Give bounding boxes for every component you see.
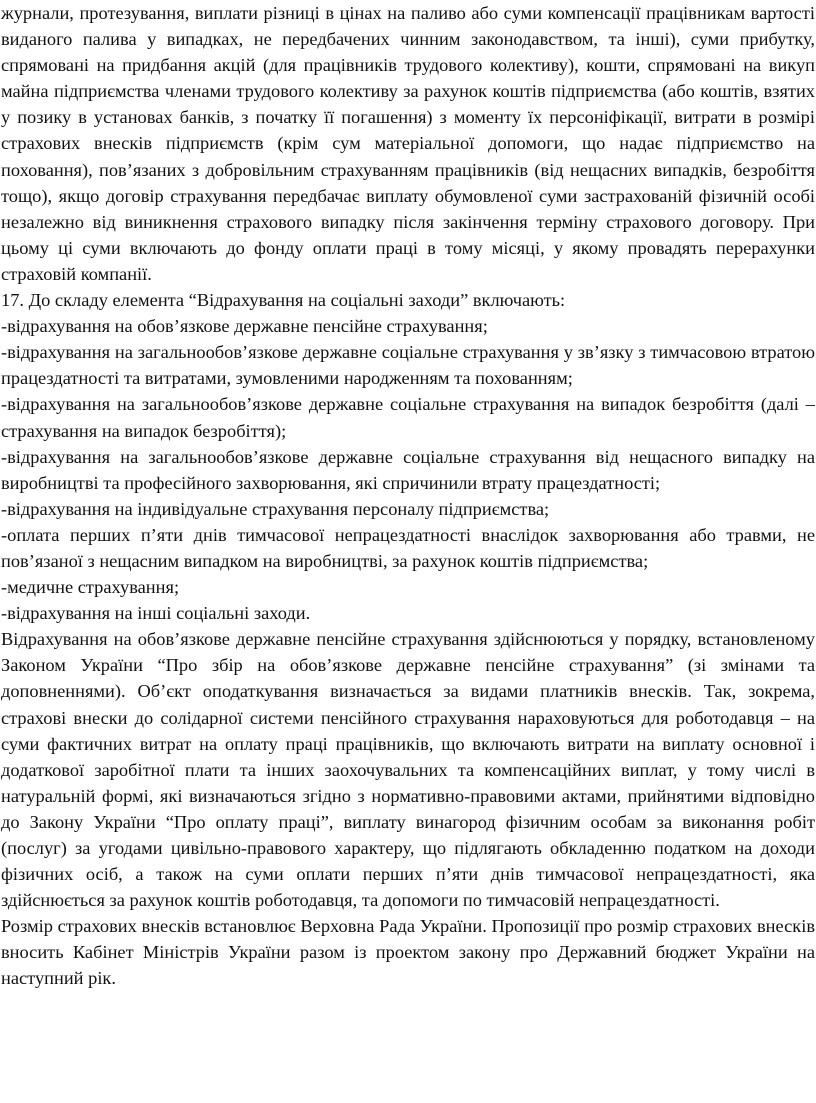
list-item-temporary-disability-insurance: -відрахування на загальнообов’язкове державне соціальне страхування у зв’язку з тимчасовою втратою працездатності та витратами, зумовленими народженням та похованням; bbox=[1, 342, 815, 389]
paragraph-fund-of-pay-continuation: журнали, протезування, виплати різниці в цінах на паливо або суми компенсації працівникам вартості виданого палива у випадках, не передбачених чинним законодавством, та інші), суми прибутку, спрямовані на придбання акцій (для працівників трудового колективу), кошти, спрямовані на викуп майна підприємства членами трудового колективу за рахунок коштів підприємства (або коштів, взятих у позику в установах банків, з початку її погашення) з моменту їх персоніфікації, витрати в розмірі страхових внесків підприємств (крім сум матеріальної допомоги, що надає підприємство на поховання), пов’язаних з добровільним страхуванням працівників (від нещасних випадків, безробіття тощо), якщо договір страхування передбачає виплату обумовленої суми застрахованій фізичній особі незалежно від виникнення страхового випадку після закінчення терміну страхового договору. При цьому ці суми включають до фонду оплати праці в тому місяці, у якому провадять перерахунки страховій компанії. bbox=[1, 3, 815, 284]
paragraph-item-17-heading: 17. До складу елемента “Відрахування на соціальні заходи” включають: bbox=[1, 290, 566, 311]
list-item-accident-insurance: -відрахування на загальнообов’язкове державне соціальне страхування від нещасного випадку на виробництві та професійного захворювання, які спричинили втрату працездатності; bbox=[1, 446, 815, 493]
list-item-individual-insurance: -відрахування на індивідуальне страхування персоналу підприємства; bbox=[1, 498, 550, 519]
list-item-first-five-days-payment: -оплата перших п’яти днів тимчасової непрацездатності внаслідок захворювання або травми, не пов’язаної з нещасним випадком на виробництві, за рахунок коштів підприємства; bbox=[1, 524, 815, 571]
list-item-other-social-measures: -відрахування на інші соціальні заходи. bbox=[1, 603, 311, 624]
list-item-unemployment-insurance: -відрахування на загальнообов’язкове державне соціальне страхування на випадок безробіття (далі – страхування на випадок безробіття); bbox=[1, 394, 815, 441]
paragraph-pension-contributions: Відрахування на обов’язкове державне пенсійне страхування здійснюються у порядку, встановленому Законом України “Про збір на обов’язкове державне пенсійне страхування” (зі змінами та доповненнями). Об’єкт оподаткування визначається за видами платників внесків. Так, зокрема, страхові внески до солідарної системи пенсійного страхування нараховуються для роботодавця – на суми фактичних витрат на оплату праці працівників, що включають витрати на виплату основної і додаткової заробітної плати та інших заохочувальних та компенсаційних виплат, у тому числі в натуральній формі, які визначаються згідно з нормативно-правовими актами, прийнятими відповідно до Закону України “Про оплату праці”, виплату винагород фізичним особам за виконання робіт (послуг) за угодами цивільно-правового характеру, що підлягають обкладенню податком на доходи фізичних осіб, а також на суми оплати перших п’яти днів тимчасової непрацездатності, яка здійснюється за рахунок коштів роботодавця, та допомоги по тимчасовій непрацездатності. bbox=[1, 629, 815, 911]
paragraph-contribution-rates: Розмір страхових внесків встановлює Верховна Рада України. Пропозиції про розмір страхових внесків вносить Кабінет Міністрів України разом із проектом закону про Державний бюджет України на наступний рік. bbox=[1, 916, 815, 989]
list-item-medical-insurance: -медичне страхування; bbox=[1, 577, 180, 598]
list-item-pension-insurance: -відрахування на обов’язкове державне пенсійне страхування; bbox=[1, 316, 488, 337]
